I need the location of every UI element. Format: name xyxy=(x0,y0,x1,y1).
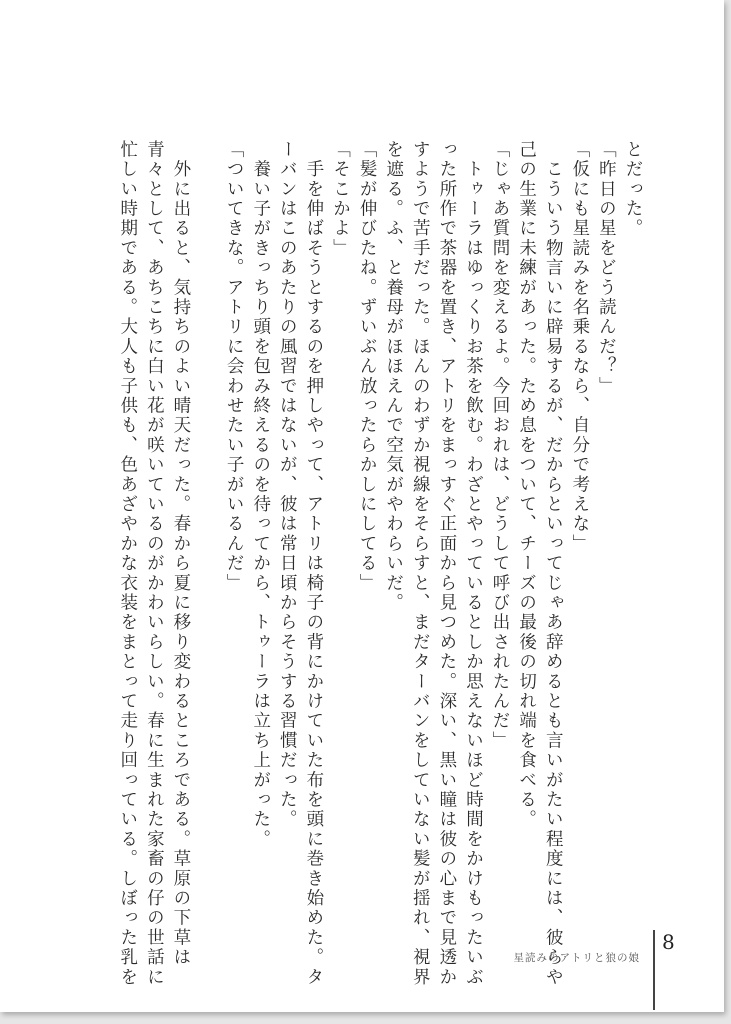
text-line: 「じゃあ質問を変えるよ。今回おれは、どうして呼び出されたんだ」 xyxy=(490,140,511,751)
text-line: トゥーラはゆっくりお茶を飲む。わざとやっているとしか思えないほど時間をかけもったいぶ xyxy=(463,140,484,988)
text-line: 忙しい時期である。大人も子供も、色あざやかな衣装をまとって走り回っている。しぼった乳を xyxy=(117,140,138,988)
running-title: 星読みのアトリと狼の娘 xyxy=(513,952,640,964)
text-line: を遮る。ふ、と養母がほほえんで空気がやわらいだ。 xyxy=(383,140,404,613)
text-line: ーバンはこのあたりの風習ではないが、彼は常日頃からそうする習慣だった。 xyxy=(277,140,298,830)
text-line: 手を伸ばそうとするのを押しやって、アトリは椅子の背にかけていた布を頭に巻き始めた。タ xyxy=(303,140,324,988)
text-line: とだった。 xyxy=(623,140,643,239)
text-line: すようで苦手だった。ほんのわずか視線をそらすと、まだターバンをしていない髪が揺れ、視界 xyxy=(410,140,431,988)
text-line: 「ついてきな。アトリに会わせたい子がいるんだ」 xyxy=(224,140,245,594)
footer-divider xyxy=(653,930,655,1010)
text-line: 外に出ると、気持ちのよい晴天だった。春から夏に移り変わるところである。草原の下草は xyxy=(170,140,191,968)
blank-line xyxy=(194,140,221,875)
text-line: った所作で茶器を置き、アトリをまっすぐ正面から見つめた。深い、黒い瞳は彼の心まで見透か xyxy=(436,140,457,988)
text-line: 「仮にも星読みを名乗るなら、自分で考えな」 xyxy=(569,140,590,554)
text-line: 養い子がきっちり頭を包み終えるのを待ってから、トゥーラは立ち上がった。 xyxy=(250,140,271,850)
text-line: 「昨日の星をどう読んだ？」 xyxy=(596,140,617,397)
text-line: 「そこかよ」 xyxy=(330,140,351,259)
text-line: 「髪が伸びたね。ずいぶん放ったらかしにしてる」 xyxy=(357,140,378,594)
text-line: 青々として、あちこちに白い花が咲いているのがかわいらしい。春に生まれた家畜の仔の世話に xyxy=(144,140,165,988)
text-line: こういう物言いに辟易するが、だからといってじゃあ辞めるとも言いがたい程度には、彼らや xyxy=(543,140,564,988)
page-number: 8 xyxy=(662,930,675,954)
text-line: 己の生業に未練があった。ため息をついて、チーズの最後の切れ端を食べる。 xyxy=(516,140,537,830)
